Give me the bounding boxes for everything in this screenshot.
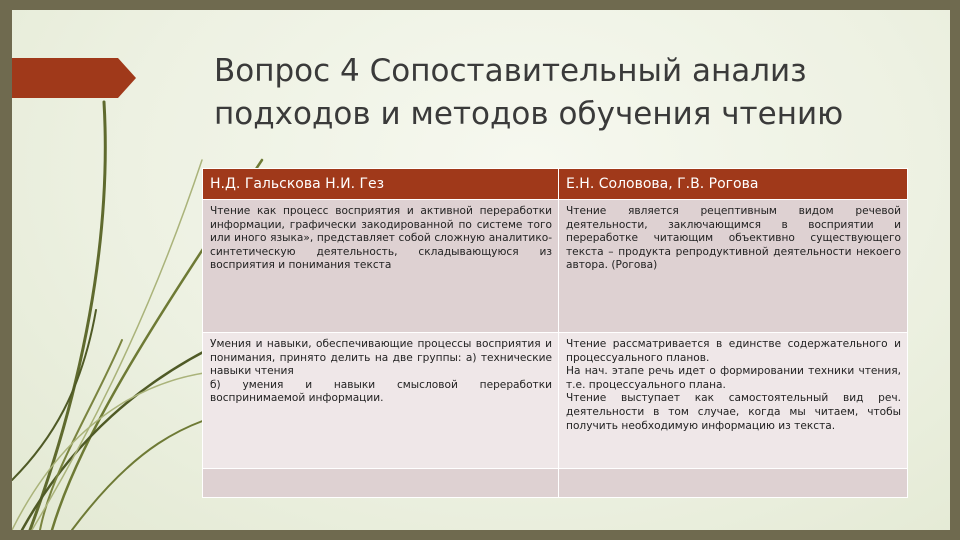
table-cell: Чтение как процесс восприятия и активной переработки информации, графически закодированной по системе того или иного языка», представляет собой сложную аналитико-синтетическую деятельность, складывающуюся из восприятия и понимания текста	[203, 200, 559, 333]
table-cell: Умения и навыки, обеспечивающие процессы восприятия и понимания, принято делить на две группы: а) технические навыки чтения б) умения и навыки смысловой переработки воспринимаемой информации.	[203, 333, 559, 469]
table-cell: Чтение является рецептивным видом речевой деятельности, заключающимся в восприятии и переработке читающим объективно существующего текста – продукта репродуктивной деятельности некоего автора. (Рогова)	[559, 200, 908, 333]
comparison-table	[202, 168, 908, 498]
table-row	[203, 469, 908, 498]
slide-title: Вопрос 4 Сопоставительный анализ подходов и методов обучения чтению	[214, 53, 844, 132]
table-cell	[559, 469, 908, 498]
title-arrow-decoration	[12, 58, 136, 98]
table-cell: Чтение рассматривается в единстве содержательного и процессуального планов. На нач. этапе речь идет о формировании техники чтения, т.е. процессуального плана. Чтение выступает как самостоятельный вид реч. деятельности в том случае, когда мы читаем, чтобы получить необходимую информацию из текста.	[559, 333, 908, 469]
slide	[12, 10, 950, 530]
header-cell-right: Е.Н. Соловова, Г.В. Рогова	[559, 169, 908, 200]
header-cell-left: Н.Д. Гальскова Н.И. Гез	[203, 169, 559, 200]
table-header-row	[203, 169, 908, 200]
table-cell	[203, 469, 559, 498]
table-row	[203, 200, 908, 333]
table-row	[203, 333, 908, 469]
